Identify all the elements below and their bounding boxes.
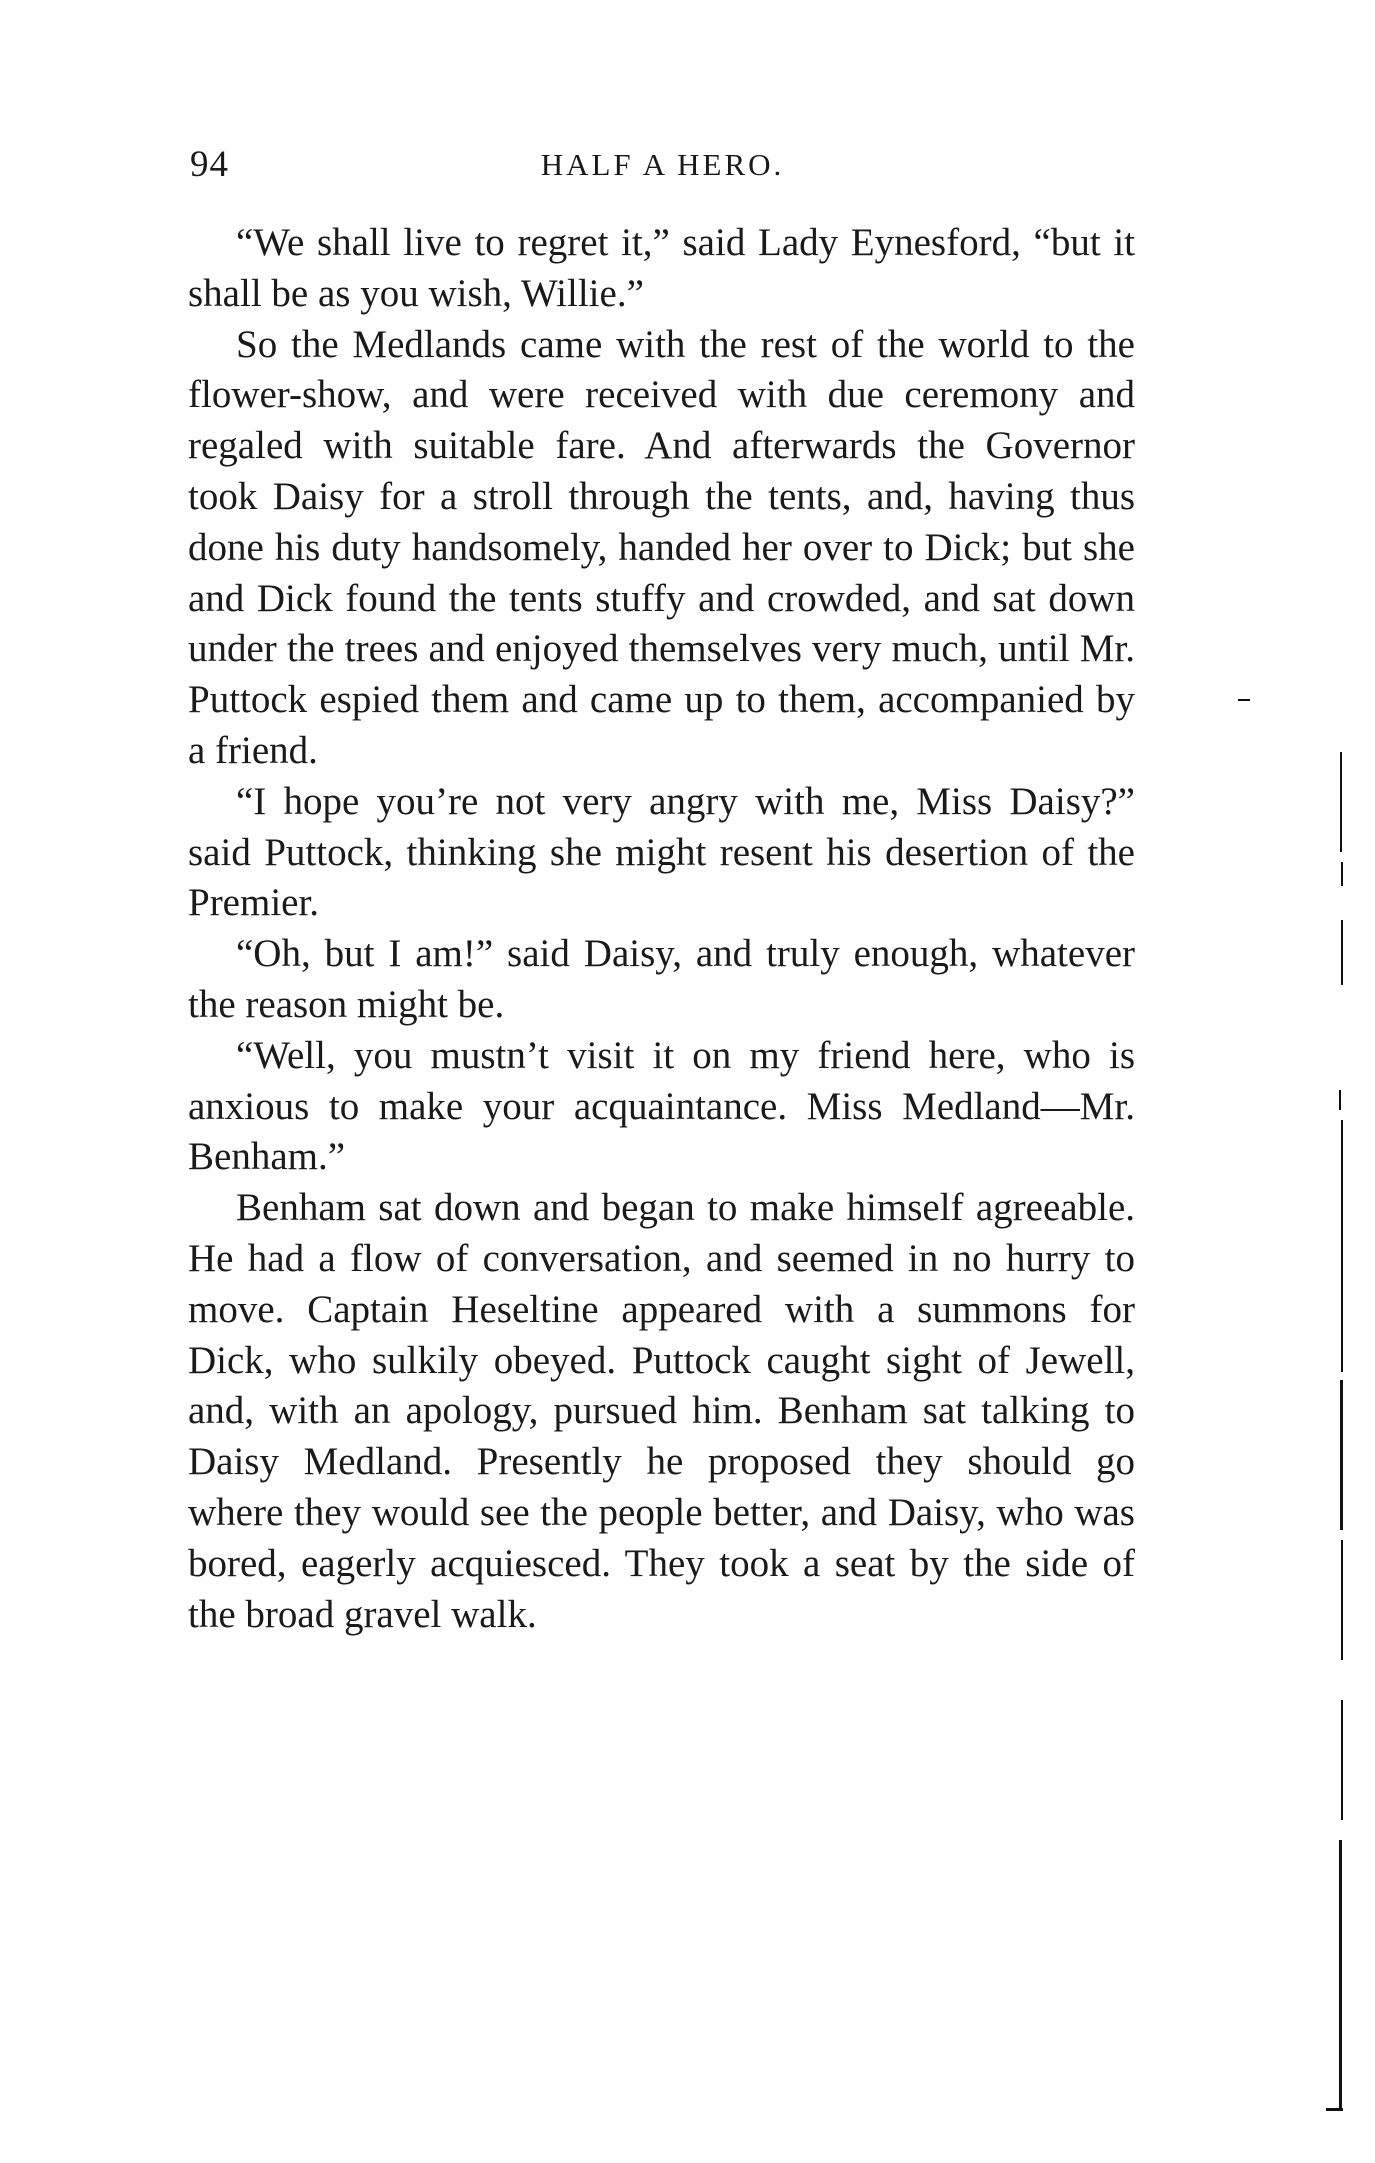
paragraph-1: “We shall live to regret it,” said Lady Eynesford, “but it shall be as you wish, Willie.” <box>188 221 1135 315</box>
page-number: 94 <box>190 144 229 185</box>
paragraph-6: Benham sat down and began to make himself agreeable. He had a flow of conversation, and seemed in no hurry to move. Captain Heseltine appeared with a summons for Dick, who sulkily obeyed. Puttock caught sight of Jewell, and, with an apology, pursued him. Benham sat talking to Daisy Medland. Presently he proposed they should go where they would see the people better, and Daisy, who was bored, eagerly acquiesced. They took a seat by the side of the broad gravel walk. <box>188 1186 1135 1636</box>
scan-mark-dash <box>1238 699 1250 701</box>
scan-mark-foot <box>1326 2108 1343 2111</box>
paragraph-2: So the Medlands came with the rest of the world to the flower-show, and were received with due ceremony and regaled with suitable fare. And afterwards the Governor took Daisy for a stroll through the tents, and, having thus done his duty handsomely, handed her over to Dick; but she and Dick found the tents stuffy and crowded, and sat down under the trees and enjoyed themselves very much, until Mr. Puttock espied them and came up to them, accompanied by a friend. <box>188 322 1135 772</box>
scan-mark-line-6 <box>1340 1380 1343 1530</box>
paragraph-3: “I hope you’re not very angry with me, Miss Daisy?” said Puttock, thinking she might resent his desertion of the Premier. <box>188 779 1135 925</box>
scan-mark-line-9 <box>1339 1840 1342 2110</box>
paragraph-4: “Oh, but I am!” said Daisy, and truly enough, whatever the reason might be. <box>188 932 1135 1026</box>
scan-mark-line-1 <box>1340 752 1342 852</box>
scan-mark-line-8 <box>1341 1700 1343 1820</box>
running-head: HALF A HERO. <box>540 147 785 182</box>
scan-mark-line-2 <box>1341 862 1343 886</box>
scan-mark-line-5 <box>1341 1120 1343 1372</box>
scan-mark-line-3 <box>1341 920 1343 985</box>
paragraph-5: “Well, you mustn’t visit it on my friend here, who is anxious to make your acquaintance. Miss Medland—Mr. Benham.” <box>188 1033 1135 1179</box>
body-text <box>188 218 1135 1640</box>
scan-mark-line-4 <box>1339 1090 1341 1110</box>
page-header <box>190 143 1135 193</box>
scan-mark-line-7 <box>1341 1540 1343 1660</box>
